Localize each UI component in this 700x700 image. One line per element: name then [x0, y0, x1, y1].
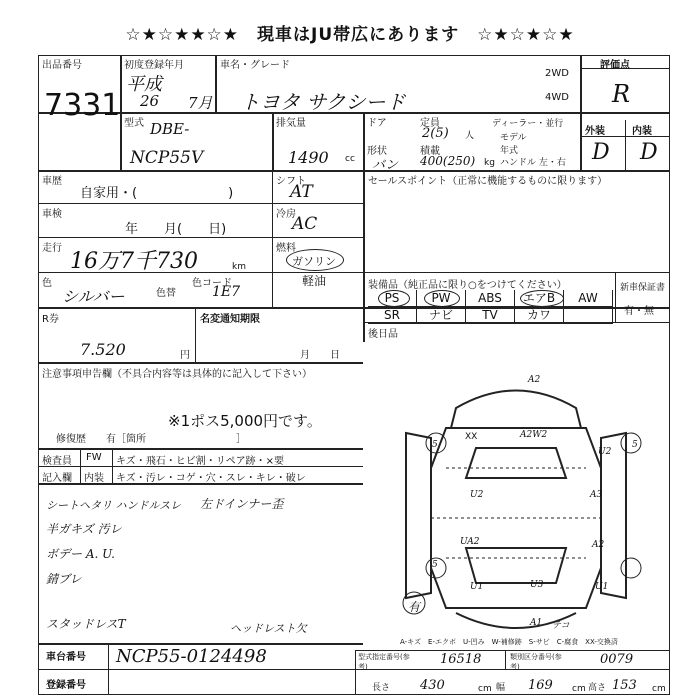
remark-1: シートヘタリ ハンドルスレ: [46, 499, 182, 512]
inner-label: 内装: [84, 473, 104, 484]
equip-label: 装備品（純正品に限り○をつけてください）: [368, 280, 567, 291]
equip-navi: ナビ: [417, 307, 466, 324]
equip-abs: ABS: [466, 290, 515, 307]
damage-legend: A-キズ E-エクボ U-凹み W-補修跡 S-サビ C-腐食 XX-交換済: [400, 638, 618, 646]
aircon-label: 冷房: [276, 209, 296, 220]
length-label: 長さ: [372, 683, 391, 693]
regnum-label: 登録番号: [46, 680, 86, 691]
displacement-label: 排気量: [276, 118, 306, 129]
mark-u3: U3: [530, 580, 544, 590]
aircon-value: AC: [292, 214, 318, 234]
mark-u2-left: U2: [470, 490, 484, 500]
warranty-options: 有・無: [624, 306, 654, 317]
mark-5-left: 5: [432, 440, 438, 450]
height-unit: cm: [652, 684, 666, 694]
capacity-label: 定員: [420, 118, 440, 129]
mark-u2-right: U2: [598, 447, 612, 457]
mileage-value: 16万7千730: [70, 249, 198, 274]
equip-airbag-circle: [520, 290, 564, 307]
mileage-label: 走行: [42, 243, 62, 254]
car-name: トヨタ サクシード: [240, 90, 406, 114]
fuel-circle: [286, 249, 344, 271]
score: R: [612, 80, 631, 108]
car-name-label: 車名・グレード: [220, 60, 290, 71]
handle-label: ハンドル 左・右: [500, 158, 566, 168]
equip-aw: AW: [564, 290, 613, 307]
mark-teko: テコ: [552, 621, 570, 631]
inspect-label: 車検: [42, 209, 62, 220]
fw-label: FW: [86, 452, 102, 463]
exterior-grade: D: [592, 140, 610, 165]
drive-2wd: 2WD: [545, 68, 569, 79]
equip-pw-circle: [424, 290, 460, 307]
fuel-gas: ガソリン: [292, 255, 336, 268]
mark-5-bottom: 5: [432, 560, 438, 570]
chassis-label: 車台番号: [46, 652, 86, 663]
mark-5-right: 5: [632, 440, 638, 450]
notes-text: ※1ポス5,000円です。: [168, 412, 322, 430]
mark-a2w2: A2W2: [520, 430, 548, 440]
notes-label: 注意事項申告欄（不具合内容等は具体的に記入して下さい）: [42, 369, 312, 380]
shift-label: シフト: [276, 176, 306, 187]
mark-u1-left: U1: [470, 582, 484, 592]
color-label: 色: [42, 278, 52, 289]
month: 7月: [188, 94, 213, 112]
entry-label: 記入欄: [42, 473, 72, 484]
equip-leather: カワ: [515, 307, 564, 324]
recycle-yen: 円: [180, 350, 190, 361]
inner-text: キズ・汚レ・コゲ・穴・スレ・キレ・破レ: [116, 473, 306, 484]
mark-spare: 有: [408, 600, 421, 614]
fuel-diesel: 軽油: [302, 274, 327, 288]
lot-label: 出品番号: [42, 60, 82, 71]
chassis-number: NCP55-0124498: [116, 646, 267, 667]
interior-label: 内装: [632, 126, 652, 137]
mark-a2-right: A2: [592, 540, 605, 550]
height-value: 153: [612, 678, 637, 693]
height-label: 高さ: [588, 683, 607, 693]
lot-number: 7331: [44, 88, 121, 123]
mark-front-a2: A2: [528, 375, 541, 385]
load-label: 積載: [420, 146, 440, 157]
history-value: 自家用・( ): [80, 186, 234, 201]
remark-2: 左ドインナー歪: [200, 497, 284, 511]
year: 26: [140, 92, 160, 110]
remark-7: ヘッドレスト欠: [230, 622, 307, 635]
era: 平成: [126, 74, 162, 95]
remark-4: ボデー A. U.: [46, 547, 115, 561]
equip-tv: TV: [466, 307, 515, 324]
remark-5: 錆ブレ: [46, 572, 82, 586]
tax-label: 名変通知期限: [200, 314, 260, 325]
warranty-label: 新車保証書: [620, 283, 666, 293]
remark-6: スタッドレスT: [46, 617, 126, 631]
load: 400(250): [420, 154, 476, 168]
length-value: 430: [420, 678, 445, 693]
width-value: 169: [528, 678, 553, 693]
length-unit: cm: [478, 684, 492, 694]
recycle-value: 7.520: [80, 340, 126, 359]
capacity-unit: 人: [465, 131, 475, 141]
score-label: 評価点: [600, 60, 630, 71]
model-year-label: モデル年式: [500, 133, 527, 156]
capacity: 2(5): [422, 126, 449, 141]
remark-3: 半ガキズ 汚レ: [46, 522, 122, 536]
km-unit: km: [232, 262, 246, 272]
color-code-label: 色コード: [192, 278, 232, 289]
repair-label: 修復歴 有［箇所 ］: [56, 434, 246, 445]
door-label: ドア: [367, 118, 387, 129]
designation-label: 型式指定番号(参考): [358, 653, 410, 671]
mark-xx: XX: [465, 432, 478, 442]
model-code: NCP55V: [130, 148, 204, 168]
dealer-label: ディーラー・並行: [492, 119, 564, 129]
equip-ps: PS: [368, 290, 417, 307]
cc-unit: cc: [345, 154, 355, 164]
equip-airbag: エアB: [515, 290, 564, 307]
recycle-label: R券: [42, 314, 59, 325]
color-code: 1E7: [212, 284, 241, 300]
rear-seat-label: 後日品: [368, 329, 398, 340]
fw-text: キズ・飛石・ヒビ割・リペア跡・×要: [116, 456, 284, 467]
width-label: 幅: [496, 683, 506, 693]
equip-blank: [564, 307, 613, 324]
mark-a1: A1: [530, 618, 543, 628]
body-type: バン: [372, 158, 399, 173]
inspect-value: 年 月( 日): [125, 222, 227, 237]
designation-value: 16518: [440, 652, 482, 667]
mark-u1-right: U1: [595, 582, 609, 592]
mark-a3: A3: [590, 490, 603, 500]
inspector-label: 検査員: [42, 456, 72, 467]
mark-ua2: UA2: [460, 537, 480, 547]
width-unit: cm: [572, 684, 586, 694]
sales-label: セールスポイント（正常に機能するものに限ります）: [368, 176, 608, 187]
damage-diagram: [366, 368, 668, 636]
drive-4wd: 4WD: [545, 92, 569, 103]
category-value: 0079: [600, 652, 634, 667]
kg-unit: kg: [484, 158, 495, 168]
model-prefix: DBE-: [150, 120, 190, 138]
interior-grade: D: [640, 140, 658, 165]
model-label: 型式: [124, 118, 144, 129]
exterior-label: 外装: [585, 126, 605, 137]
tax-value: 月 日: [300, 350, 340, 361]
equip-sr: SR: [368, 307, 417, 324]
fuel-label: 燃料: [276, 243, 296, 254]
recolor-label: 色替: [156, 288, 176, 299]
history-label: 車歴: [42, 176, 62, 187]
header-banner: ☆★☆★★☆★ 現車はJU帯広にあります ☆★☆★☆★: [125, 25, 575, 45]
equip-ps-circle: [378, 290, 410, 307]
equip-pw: PW: [417, 290, 466, 307]
category-label: 類別区分番号(参考): [510, 653, 562, 671]
displacement: 1490: [288, 148, 329, 167]
body-type-label: 形状: [367, 146, 387, 157]
color-value: シルバー: [62, 287, 125, 306]
first-reg-label: 初度登録年月: [124, 60, 184, 71]
shift-value: AT: [290, 182, 313, 202]
